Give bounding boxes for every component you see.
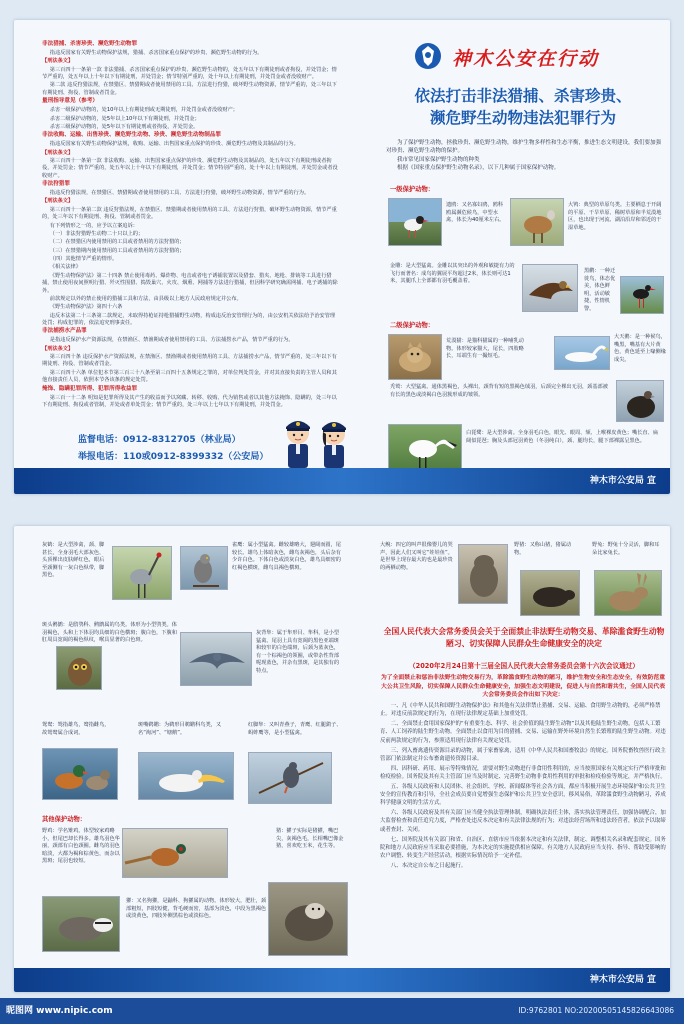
- law-paragraph: （三）在禁猎期内使用禁用的工具或者禁用的方法狩猎的；: [49, 247, 185, 254]
- law-section-heading: 掩饰、隐瞒犯罪所得、犯罪所得收益罪: [42, 385, 138, 392]
- law-paragraph: （一）非法狩猎野生动物二十只以上的；: [49, 230, 144, 237]
- decision-article: 二、全面禁止食用国家保护的“有重要生态、科学、社会价值的陆生野生动物”以及其他陆生野生动物，包括人工繁育、人工饲养的陆生野生动物。全面禁止以食用为目的猎捕、交易、运输在野外环境自然生长繁殖的陆生野生动物。对违反前两款规定的行为，参照适用现行法律有关规定处罚。: [380, 721, 666, 744]
- wild-hare-caption: 野兔：野兔十分灵活，脚和耳朵比家兔长。: [592, 542, 660, 556]
- pheasant-photo: [122, 828, 228, 878]
- decision-article: 八、本决定自公布之日起施行。: [390, 863, 467, 870]
- watermark-id: ID:9762801 NO:20200505145826643086: [518, 1006, 674, 1015]
- law-paragraph: 《野生动物保护法》第二十四条 禁止使用毒药、爆炸物、电击或者电子诱捕装置以及猎套、猎夹、地枪、排铳等工具进行猎捕，禁止使用夜间照明行猎、歼灭性围猎、捣毁巢穴、火攻、烟熏、网捕等方法进行猎捕，但因科学研究确需网捕、电子诱捕的除外。: [42, 272, 338, 294]
- mandarin-duck-photo: [42, 748, 118, 800]
- decision-article: 一、凡《中华人民共和国野生动物保护法》和其他有关法律禁止猎捕、交易、运输、食用野生动物的，必须严格禁止。对违反前款规定的行为，在现行法律规定基础上加重处罚。: [380, 703, 661, 718]
- great-bustard-photo: [510, 198, 564, 246]
- law-paragraph: 《相关法律》: [49, 264, 81, 271]
- relict-gull-caption: 遗鸥：又名寡妇鸥，鸥科鸥属濒危候鸟，中型水禽，体长为40厘米左右。: [446, 202, 505, 224]
- other-protected-heading: 其他保护动物：: [42, 816, 87, 823]
- campaign-slogan: 神木公安在行动: [452, 48, 600, 70]
- law-paragraph: （四）其他情节严重的情形。: [49, 256, 118, 262]
- law-section-heading: 量刑指导意见（参考）: [42, 98, 98, 105]
- sparrowhawk-photo: [180, 546, 228, 590]
- decision-date: （2020年2月24日第十三届全国人民代表大会常务委员会第十六次会议通过）: [409, 662, 639, 670]
- cinereous-vulture-caption: 秃鹫：大型猛禽。通体黑褐色，头裸出，颈背有短的黑褐色绒羽，后颈完全裸出无羽，颈基部被有长的黑色或淡褐白色羽簇形成的皱领。: [390, 384, 608, 398]
- main-title-line-1: 依法打击非法猎捕、杀害珍贵、: [414, 87, 632, 105]
- panel1-footer-banner: [14, 468, 670, 494]
- hotline-text: 监督电话：0912-8312705（林业局）: [78, 435, 241, 445]
- law-paragraph: 第二款 违反狩猎法规，在禁猎区、禁猎期或者使用禁用的工具、方法进行狩猎，破坏野生动物资源，情节严重的，处三年以下有期徒刑、拘役、管制或者罚金。: [42, 82, 337, 96]
- grade2-heading: 二级保护动物：: [390, 322, 435, 329]
- eurasian-spoonbill-caption: 白琵鹭：是大型涉禽。全身羽毛白色，眼先、眼周、颏、上喉裸皮黄色；嘴长直、扁阔似琵琶；胸及头部冠羽黄色（冬羽纯白），颈、腿均长，腿下部裸露呈黑色。: [466, 430, 658, 444]
- law-paragraph: 指违反狩猎法规，在禁猎区、禁猎期或者使用禁用的工具、方法进行狩猎，破坏野生动物资源，情节严重的行为。: [49, 190, 310, 196]
- poster-panel-1: [14, 20, 670, 494]
- cinereous-vulture-photo: [616, 380, 664, 422]
- law-paragraph: 第三百一十二条 明知是犯罪所得及其产生的收益而予以窝藏、转移、收购、代为销售或者以其他方法掩饰、隐瞒的，处三年以下有期徒刑、拘役或者管制，并处或者单处罚金；情节严重的，处三年以上七年以下有期徒刑，并处罚金。: [42, 394, 337, 408]
- decision-articles: [380, 702, 666, 870]
- law-article-tag: 【刑法条文】: [42, 345, 74, 352]
- great-bustard-caption: 大鸨：典型的草原鸟类。主要栖息于开阔的平原、干旱草原、稀树草原和半荒漠地区，也出现于河流、湖泊沿岸和邻近的干湿草地。: [568, 202, 662, 231]
- law-section-heading: 非法捕捞水产品罪: [42, 328, 87, 335]
- law-section-heading: 非法猎捕、杀害珍贵、濒危野生动物罪: [42, 41, 138, 47]
- law-paragraph: 第三百四十一条第一款 非法猎捕、杀害国家重点保护的珍贵、濒危野生动物的，处五年以下有期徒刑或者拘役，并处罚金；情节严重的，处五年以上十年以下有期徒刑，并处罚金；情节特别严重的，处十年以上有期徒刑，并处罚金或者没收财产。: [42, 66, 337, 81]
- law-paragraph: 指违反国家有关野生动物保护法规，收购、运输、出售国家重点保护的珍贵、濒危野生动物及其制品的行为。: [49, 141, 299, 148]
- decision-article: 七、国务院及其有关部门和省、自治区、直辖市应当依据本决定和有关法律，制定、调整相关名录和配套规定。国务院和地方人民政府应当采取必要措施，为本决定的实施提供相应保障。有关地方人民政府应当支持、指导、帮助受影响的农户调整、转变生产经营活动，根据实际情况给予一定补偿。: [380, 836, 666, 859]
- law-paragraph: 杀害一级保护动物的，处10年以上有期徒刑或无期徒刑，并处罚金或者没收财产；: [49, 107, 238, 114]
- whooper-swan-photo: [554, 336, 610, 370]
- dalmatian-pelican-caption: 斑嘴鹈鹕：为鹈形目鹈鹕科鸟类，又名“淘河”、“塘鹅”。: [138, 722, 222, 736]
- law-paragraph: 第三百四十六条 单位犯本节第三百三十八条至第三百四十五条规定之罪的，对单位判处罚金，并对其直接负责的主管人员和其他直接责任人员，依照本节各该条的规定处罚。: [42, 369, 337, 384]
- panel2-footer-banner: [14, 968, 670, 992]
- intro-text: [386, 140, 662, 174]
- wild-boar-caption: 野猪：又称山猪，猪属动物。: [514, 542, 572, 556]
- law-paragraph: 违反本法第二十三条第二款规定，未取得持枪证持枪猎捕野生动物，构成违反治安管理行为的，由公安机关依法给予治安管理处罚；构成犯罪的，依法追究刑事责任。: [42, 312, 336, 326]
- hog-badger-photo: [268, 882, 348, 956]
- law-article-tag: 【刑法条文】: [42, 149, 74, 156]
- intro-paragraph: 为了保护野生动物，拯救珍贵、濒危野生动物，维护生物多样性和生态平衡，推进生态文明建设，我们要加强对珍贵、濒危野生动物的保护。: [386, 140, 662, 154]
- decision-intro: 为了全面禁止和惩治非法野生动物交易行为，革除滥食野生动物的陋习，维护生物安全和生态安全，有效防范重大公共卫生风险，切实保障人民群众生命健康安全，加强生态文明建设，促进人与自然和谐共生，全国人民代表大会常务委员会作出如下决定：: [380, 675, 666, 699]
- decision-article: 五、各级人民政府和人民团体、社会组织、学校、新闻媒体等社会各方面，都应当积极开展生态环境保护和公共卫生安全的宣传教育和引导，全社会成员要自觉增强生态保护和公共卫生安全意识，移风易俗，革除滥食野生动物陋习，养成科学健康文明的生活方式。: [380, 784, 666, 807]
- badger-caption: 獾：又名狗獾，是鼬科、狗獾属的动物。体形较大，肥壮，颈部粗短，四肢短健，背毛硬而密，基部为淡色，中段为黑褐色或淡黄色，四肢外侧黑棕色或淡棕色。: [126, 898, 267, 920]
- decision-title: 全国人民代表大会常务委员会关于全面禁止非法野生动物交易、革除滥食野生动物陋习、切实保障人民群众生命健康安全的决定: [383, 627, 665, 648]
- law-section-heading: 非法收购、运输、出售珍贵、濒危野生动物、珍贵、濒危野生动物制品罪: [42, 132, 222, 139]
- panel2-seal: 神木市公安局 宣: [589, 975, 656, 985]
- watermark-bar: [0, 998, 684, 1024]
- chinese-mountain-cat-caption: 荒漠猫：是猫科猫属的一种哺乳动物。体形较家猫大，尾长，四肢略长，耳端生有一撮短毛。: [446, 338, 524, 360]
- poster-panel-2: [14, 526, 670, 992]
- amur-falcon-caption: 红脚隼：又叫青燕子，青鹰、红腿鹞子、蚂蚱鹰等，是小型猛禽。: [248, 722, 342, 736]
- merlin-photo: [180, 632, 252, 686]
- law-paragraph: 杀害二级保护动物的，处5年以上10年以下有期徒刑，并处罚金；: [49, 115, 200, 122]
- police-badge-icon: [414, 42, 442, 70]
- dalmatian-pelican-photo: [138, 752, 234, 800]
- whooper-swan-caption: 大天鹅：是一种候鸟，嘴黑，嘴基有大片黄色，黄色延至上喙侧缘成尖。: [614, 334, 666, 363]
- asian-barred-owlet-caption: 斑头鸺鹠：是鸱鸮科、鸺鹠属的鸟类。体形为小型鸮类。体羽褐色，头和上下体羽均具细的白色横斑；腹白色，下腹和肛周具宽阔的褐色纵纹，喉具显著的白色斑。: [42, 622, 177, 644]
- intro-paragraph-2: 我市常见国家保护野生动物的种类: [397, 156, 480, 163]
- law-paragraph: 第三百四十一条第一款 非法收购、运输、出售国家重点保护的珍贵、濒危野生动物及其制品的，处五年以下有期徒刑或者拘役，并处罚金；情节严重的，处五年以上十年以下有期徒刑，并处罚金；情节特别严重的，处十年以上有期徒刑，并处罚金或者没收财产。: [42, 157, 338, 179]
- law-paragraph: （二）在禁猎区内使用禁用的工具或者禁用的方法狩猎的；: [49, 239, 185, 246]
- report-text: 举报电话：110或0912-8399332（公安局）: [78, 452, 269, 462]
- decision-article: 三、列入畜禽遗传资源目录的动物，属于家畜家禽，适用《中华人民共和国畜牧法》的规定。国务院畜牧兽医行政主管部门依法制定并公布畜禽遗传资源目录。: [380, 747, 666, 762]
- amur-falcon-photo: [248, 752, 332, 804]
- decision-article: 四、因科研、药用、展示等特殊情况，需要对野生动物进行非食用性利用的，应当按照国家有关规定实行严格审批和检疫检验。国务院及其有关主管部门应当及时制定、完善野生动物非食用性利用的审批和检疫检验等规定，并严格执行。: [380, 765, 666, 780]
- decision-article: 六、各级人民政府及其有关部门应当健全执法管理体制，明确执法责任主体，落实执法管理责任，加强协调配合，加大监督检查和责任追究力度，严格查处违反本决定和有关法律法规的行为；对违法经营场所和违法经营者，依法予以取缔或者查封、关闭。: [380, 810, 666, 833]
- law-article-tag: 【刑法条文】: [42, 198, 74, 205]
- law-paragraph: 前款规定以外的禁止使用的猎捕工具和方法，由县级以上地方人民政府规定并公布。: [49, 295, 242, 302]
- wild-boar-photo: [520, 570, 580, 616]
- law-paragraph: 有下列情形之一的，应予以立案追诉：: [49, 222, 138, 229]
- law-paragraph: 杀害三级保护动物的，处5年以下有期徒刑或者拘役，并处罚金。: [49, 123, 199, 130]
- common-crane-caption: 灰鹤：是大型涉禽，颈、脚甚长，全身羽毛大部灰色，头顶裸出皮肤鲜红色，眼后至颈侧有一灰白色纵带，脚黑色。: [42, 542, 105, 579]
- hog-badger-caption: 猪：獾子实际是猪獾，嘴巴尖，灰褐色毛，长相嘴巴像金猪，喜欢吃玉米，花生等。: [276, 828, 344, 850]
- decision-body: [380, 674, 666, 872]
- wild-hare-photo: [594, 570, 662, 616]
- black-stork-photo: [620, 276, 664, 314]
- eurasian-spoonbill-photo: [388, 424, 462, 474]
- law-article-tag: 【刑法条文】: [42, 58, 74, 65]
- giant-salamander-caption: 大鲵：四它的叫声很像婴儿的哭声，因此人们又叫它“娃娃鱼”。是世界上现存最大的也是最珍贵的两栖动物。: [380, 542, 453, 571]
- chinese-mountain-cat-photo: [388, 334, 442, 380]
- law-paragraph: 《野生动物保护法》第四十六条: [49, 304, 123, 311]
- law-paragraph: 第三百四十一条第二款 违反狩猎法规，在禁猎区、禁猎期或者使用禁用的工具、方法进行狩猎，破坏野生动物资源，情节严重的，处三年以下有期徒刑、拘役、管制或者罚金。: [42, 206, 337, 221]
- law-paragraph: 第三百四十条 违反保护水产资源法规，在禁渔区、禁渔期或者使用禁用的工具、方法捕捞水产品，情节严重的，处三年以下有期徒刑、拘役、管制或者罚金。: [42, 354, 337, 368]
- panel1-seal: 神木市公安局 宣: [589, 476, 656, 486]
- mandarin-duck-caption: 鸳鸯：鸳指雄鸟，鸯指雌鸟，故鸳鸯属合成词。: [42, 722, 110, 736]
- black-stork-caption: 黑鹳：一种迁徙鸟，体态优美，体色鲜明，活动敏捷，性情机警。: [584, 268, 616, 312]
- golden-eagle-caption: 金雕：是大型猛禽。金雕以其突出的外观和敏捷有力的飞行而著名：成鸟的翼展平均超过2米，体长则可达1米，其腿爪上全部都有羽毛覆盖着。: [390, 263, 515, 285]
- golden-eagle-photo: [522, 264, 578, 312]
- grade1-heading: 一级保护动物：: [390, 186, 435, 193]
- watermark-logo: 昵图网 www.nipic.com: [6, 1006, 113, 1016]
- law-section-heading: 非法狩猎罪: [42, 181, 70, 188]
- merlin-caption: 灰背隼：属于隼形目、隼科，是小型猛禽。尾羽上具有宽阔的黑色亚端斑和较窄的白色端斑，后颈为蓝灰色，有一个棕褐色的领圈，或带杂性背部呢现蓝色，并杂有黑斑，是其独有的特点。: [256, 630, 340, 674]
- relict-gull-photo: [388, 198, 442, 246]
- law-paragraph: 是指违反保护水产资源法规，在禁渔区、禁渔期或者使用禁用的工具、方法捕捞水产品，情节严重的行为。: [49, 337, 294, 344]
- common-crane-photo: [112, 546, 172, 600]
- intro-paragraph-3: 根据《国家重点保护野生动物名录》，以下几种属于国家保护动物。: [397, 165, 560, 172]
- badger-photo: [42, 896, 120, 952]
- law-paragraph: 指违反国家有关野生动物保护法规，猎捕、杀害国家重点保护的珍贵、濒危野生动物的行为。: [49, 49, 263, 56]
- pheasant-caption: 野鸡：学名雉鸡。体型较家鸡略小，但尾巴却长得多。雄鸟羽色华丽，颈部有白色颈圈。雌鸟的羽色暗淡，大都为褐和棕黄色，而杂以黑斑；尾羽也较短。: [42, 828, 120, 865]
- sparrowhawk-caption: 雀鹰：属小型猛禽。雌较雄略大，翅阔而圆，尾较长。雄鸟上体暗灰色，雌鸟灰褐色，头后杂有少许白色。下体白色或淡灰白色，雄鸟具细密的红褐色横斑，雌鸟具褐色横斑。: [232, 542, 341, 571]
- law-text-column: [42, 40, 338, 428]
- main-title-line-2: 濒危野生动物违法犯罪行为: [429, 109, 616, 127]
- asian-barred-owlet-photo: [56, 646, 102, 690]
- giant-salamander-photo: [458, 544, 508, 604]
